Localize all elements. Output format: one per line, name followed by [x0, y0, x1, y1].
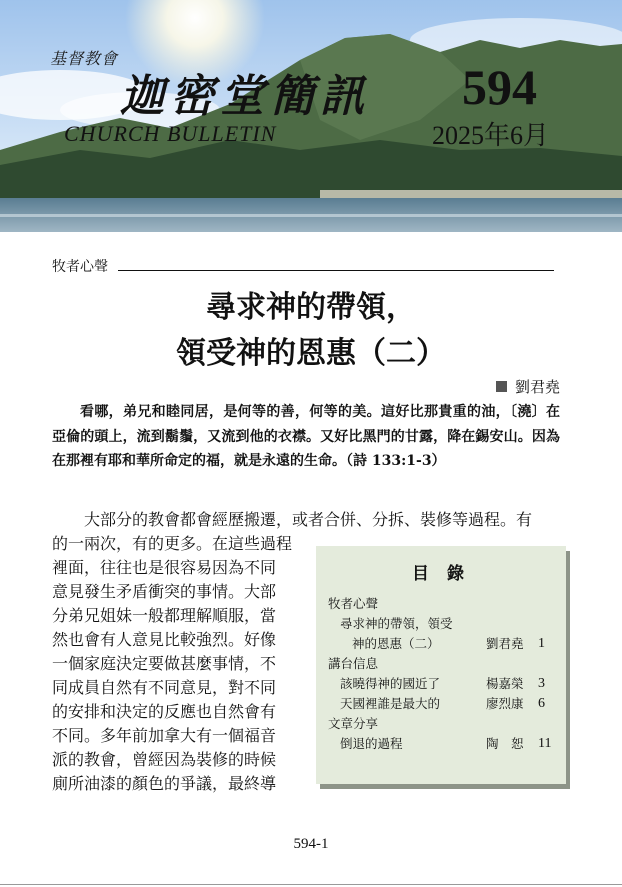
header-banner: [0, 0, 622, 232]
issue-number: 594: [462, 59, 537, 115]
author-name: 劉君堯: [514, 378, 560, 396]
table-of-contents: [316, 546, 566, 784]
body-line: 意見發生矛盾衝突的事情。大部: [52, 582, 277, 601]
toc-item[interactable]: [316, 674, 566, 694]
toc-item[interactable]: [316, 594, 566, 614]
bottom-rule: [0, 884, 622, 885]
scripture-verse: 看哪，弟兄和睦同居，是何等的善，何等的美。這好比那貴重的油，〔澆〕在亞倫的頭上，流到鬍鬚，又流到他的衣襟。又好比黑門的甘露，降在錫安山。因為在那裡有耶和華所命定的福，就是永遠的生命。（詩 133:1-3）: [52, 404, 560, 469]
toc-item[interactable]: [316, 654, 566, 674]
body-first-line: 大部分的教會都會經歷搬遷，或者合併、分拆、裝修等過程。有: [84, 510, 533, 529]
toc-item-label: 文章分享: [328, 716, 379, 731]
brand-subtitle: 基督教會: [50, 49, 119, 68]
article-title-line2: 領受神的恩惠（二）: [176, 336, 446, 371]
body-line: 的一兩次，有的更多。在這些過程: [52, 534, 293, 553]
body-column: [52, 532, 304, 796]
toc-item-label: 牧者心聲: [328, 596, 379, 611]
toc-list: [316, 594, 566, 754]
issue-date: 2025年6月: [432, 121, 550, 150]
article-title-line1: 尋求神的帶領，: [206, 290, 416, 325]
body-line: 同成員自然有不同意見，對不同: [52, 678, 277, 697]
toc-item-label: 講台信息: [328, 656, 379, 671]
toc-title: 目 錄: [412, 564, 470, 584]
brand-title: 迦密堂簡訊: [120, 71, 370, 122]
toc-item[interactable]: [316, 694, 566, 714]
toc-item-label: 該曉得神的國近了: [340, 676, 441, 691]
toc-item-page: 1: [538, 636, 545, 651]
toc-item-label: 尋求神的帶領，領受: [340, 616, 453, 631]
body-line: 然也會有人意見比較強烈。好像: [52, 630, 277, 649]
body-line: 一個家庭決定要做甚麼事情，不: [52, 654, 277, 673]
square-bullet-icon: [496, 381, 507, 392]
body-line: 不同。多年前加拿大有一個福音: [52, 726, 277, 745]
toc-item-author: 劉君堯: [486, 636, 524, 651]
toc-item[interactable]: [316, 614, 566, 634]
brand-english: CHURCH BULLETIN: [64, 121, 277, 146]
section-label: 牧者心聲: [52, 259, 108, 275]
toc-item-author: 楊嘉榮: [486, 676, 524, 691]
toc-item[interactable]: [316, 714, 566, 734]
body-line: 裡面，往往也是很容易因為不同: [52, 558, 277, 577]
article-author: [496, 376, 560, 397]
toc-item-page: 6: [538, 696, 545, 711]
toc-item-author: 廖烈康: [486, 696, 524, 711]
toc-item-label: 天國裡誰是最大的: [340, 696, 441, 711]
body-line: 的安排和決定的反應也自然會有: [52, 702, 277, 721]
body-line: 派的教會，曾經因為裝修的時候: [52, 750, 277, 769]
toc-item-label: 倒退的過程: [340, 736, 403, 751]
section-rule: [118, 270, 554, 271]
toc-item[interactable]: [316, 634, 566, 654]
toc-item[interactable]: [316, 734, 566, 754]
toc-item-author: 陶 恕: [486, 736, 524, 751]
toc-item-page: 3: [538, 676, 545, 691]
body-line: 廁所油漆的顏色的爭議，最終導: [52, 774, 277, 793]
toc-item-label: 神的恩惠（二）: [352, 636, 440, 651]
page-number: 594-1: [293, 836, 329, 852]
body-line: 分弟兄姐妹一般都理解順服，當: [52, 606, 277, 625]
toc-item-page: 11: [538, 736, 552, 751]
